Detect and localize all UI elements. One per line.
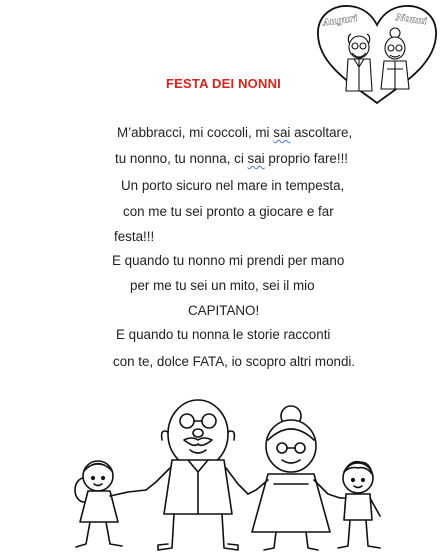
heart-grandparents-icon <box>313 3 441 107</box>
grandpa-figure <box>146 400 248 550</box>
poem-line: con me tu sei pronto a giocare e far <box>123 204 334 219</box>
poem-line: festa!!! <box>114 229 155 244</box>
poem-line-text: tu nonno, tu nonna, ci <box>115 151 248 166</box>
poem-line: con te, dolce FATA, io scopro altri mondi. <box>113 354 356 369</box>
poem-line: CAPITANO! <box>188 303 260 318</box>
poem-line-text: proprio fare!!! <box>264 151 349 166</box>
poem-line: per me tu sei un mito, sei il mio <box>130 278 315 293</box>
spellcheck-word: sai <box>247 151 265 166</box>
badge-word-auguri: Auguri <box>322 13 359 29</box>
boy-figure <box>338 462 380 548</box>
family-illustration <box>62 398 394 556</box>
poem-line-text: ascoltare, <box>290 125 353 140</box>
girl-figure <box>75 461 146 547</box>
poem-line <box>117 125 352 141</box>
heart-badge <box>313 3 441 107</box>
badge-word-nonni: Nonni <box>395 12 428 28</box>
poem-line: E quando tu nonna le storie racconti <box>116 327 331 342</box>
spellcheck-word: sai <box>273 125 291 140</box>
poem-line: E quando tu nonno mi prendi per mano <box>112 253 345 268</box>
poem-line: Un porto sicuro nel mare in tempesta, <box>121 178 345 193</box>
grandma-figure <box>248 406 340 550</box>
family-holding-hands-icon <box>62 398 394 556</box>
poem-line <box>115 151 348 167</box>
poem-line-text: M’abbracci, mi coccoli, mi <box>117 125 274 140</box>
page-title: FESTA DEI NONNI <box>166 76 281 91</box>
